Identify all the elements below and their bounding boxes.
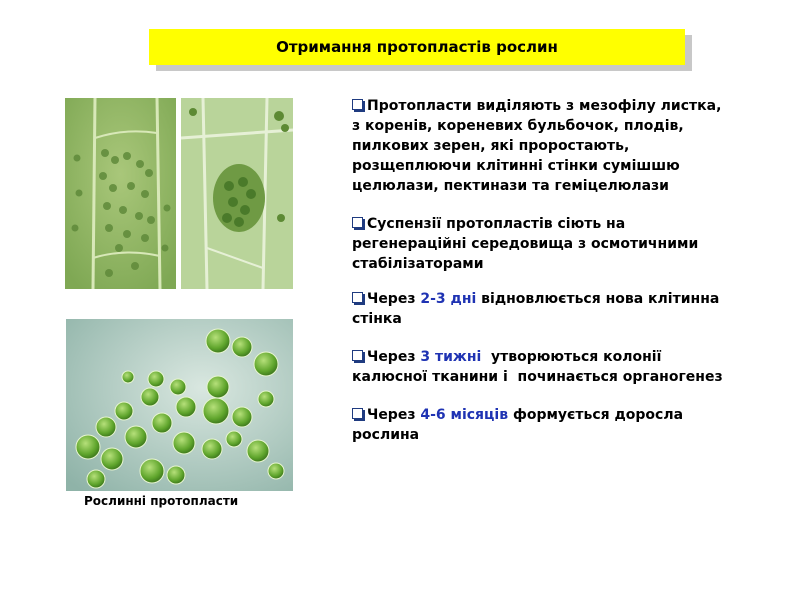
protoplasts-photo	[66, 319, 293, 491]
bullet-text-prefix: Через	[367, 349, 421, 365]
bullet-text-prefix: Через	[367, 407, 421, 423]
bullet-text-suffix: формується доросла рослина	[352, 407, 684, 443]
bullet-item	[352, 347, 727, 387]
bullet-text-suffix: утворюються колонії калюсної тканини і починається органогенез	[352, 349, 723, 385]
photo-caption: Рослинні протопласти	[84, 494, 239, 508]
slide-title-text: Отримання протопластів рослин	[276, 38, 558, 56]
bullet-item	[352, 405, 727, 445]
slide-title	[149, 29, 685, 65]
highlight-period: 4-6 місяців	[420, 407, 509, 423]
checkbox-square-icon	[352, 217, 363, 228]
highlight-period: 2-3 дні	[420, 291, 477, 307]
bullet-item	[352, 96, 727, 196]
leaf-cells-photo	[65, 98, 176, 289]
checkbox-square-icon	[352, 408, 363, 419]
bullet-text: Протопласти виділяють з мезофілу листка, з коренів, кореневих бульбочок, плодів, пилкових зерен, які проростають, розщеплюючи клітинні стінки сумішшю целюлази, пектинази та геміцелюлази	[352, 98, 722, 194]
bullet-text: Суспензії протопластів сіють на регенераційні середовища з осмотичними стабілізаторами	[352, 216, 699, 272]
checkbox-square-icon	[352, 99, 363, 110]
bullet-text-prefix: Через	[367, 291, 421, 307]
checkbox-square-icon	[352, 292, 363, 303]
plasmolysed-cell-photo	[181, 98, 293, 289]
bullet-item	[352, 289, 727, 329]
bullet-item	[352, 214, 727, 274]
bullet-list	[352, 96, 727, 463]
highlight-period: 3 тижні	[420, 349, 482, 365]
checkbox-square-icon	[352, 350, 363, 361]
bullet-text-suffix: відновлюється нова клітинна стінка	[352, 291, 720, 327]
